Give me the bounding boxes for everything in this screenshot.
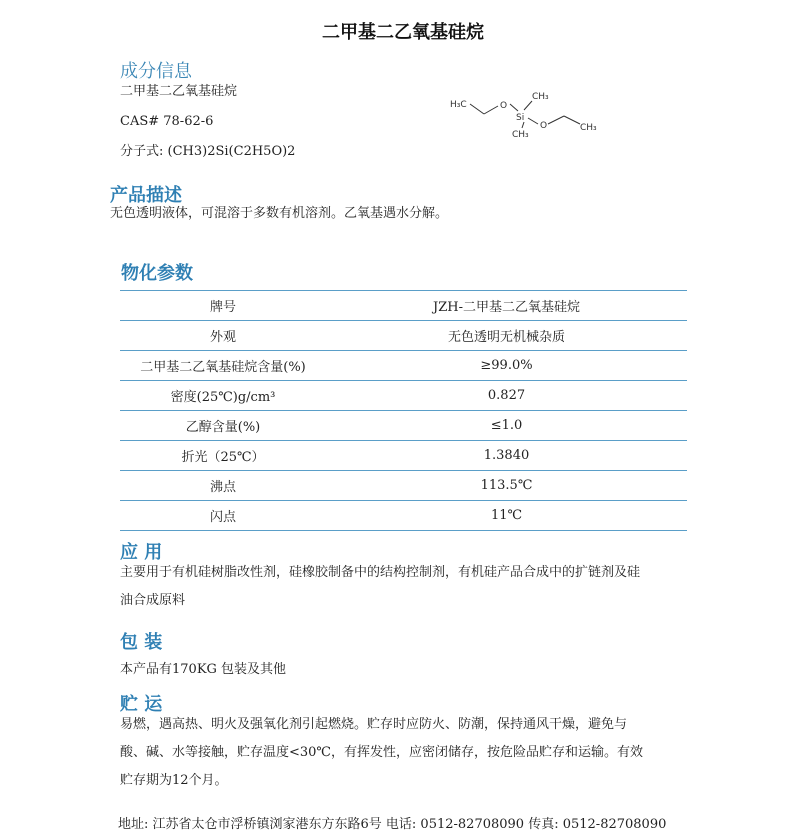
param-label: 密度(25℃)g/cm³ [120,381,326,411]
param-value: 0.827 [326,381,687,411]
table-row [120,411,687,441]
description-text: 无色透明液体，可混溶于多数有机溶剂。乙氧基遇水分解。 [110,206,449,221]
packaging-text: 本产品有170KG 包装及其他 [120,662,287,677]
methyl-bottom-label: CH₃ [512,130,529,140]
storage-line-3: 贮存期为12个月。 [120,773,228,788]
molecular-structure-diagram [440,84,610,144]
document-title: 二甲基二乙氧基硅烷 [322,22,484,43]
table-row [120,321,687,351]
packaging-heading: 包 装 [120,632,163,653]
params-heading: 物化参数 [121,263,193,284]
param-value: 无色透明无机械杂质 [326,321,687,351]
silicon-label: Si [516,113,525,123]
param-value: JZH-二甲基二乙氧基硅烷 [326,291,687,321]
table-row [120,351,687,381]
param-label: 沸点 [120,471,326,501]
footer-contact: 地址: 江苏省太仓市浮桥镇浏家港东方东路6号 电话: 0512-82708090 传真: 0512-82708090 [118,817,667,832]
param-value: 113.5℃ [326,471,687,501]
storage-line-1: 易燃，遇高热、明火及强氧化剂引起燃烧。贮存时应防火、防潮，保持通风干燥，避免与 [120,717,628,732]
methyl-right-label: CH₃ [580,123,597,133]
param-label: 外观 [120,321,326,351]
oxygen-label-2: O [540,121,548,131]
param-label: 闪点 [120,501,326,531]
param-value: ≤1.0 [326,411,687,441]
description-heading: 产品描述 [110,185,182,206]
param-value: 11℃ [326,501,687,531]
cas-number: CAS# 78-62-6 [120,114,214,129]
storage-heading: 贮 运 [120,694,163,715]
param-value: 1.3840 [326,441,687,471]
oxygen-label-1: O [500,101,508,111]
application-line-2: 油合成原料 [120,593,186,608]
table-row [120,471,687,501]
molecular-formula: 分子式: (CH3)2Si(C2H5O)2 [120,144,296,159]
methyl-top-label: CH₃ [532,92,549,102]
param-label: 折光（25℃） [120,441,326,471]
table-row [120,291,687,321]
table-row [120,441,687,471]
table-row [120,501,687,531]
application-heading: 应 用 [120,542,163,563]
param-label: 乙醇含量(%) [120,411,326,441]
param-label: 牌号 [120,291,326,321]
param-label: 二甲基二乙氧基硅烷含量(%) [120,351,326,381]
storage-line-2: 酸、碱、水等接触，贮存温度<30℃，有挥发性，应密闭储存，按危险品贮存和运输。有效 [120,745,643,760]
composition-name: 二甲基二乙氧基硅烷 [120,84,238,99]
composition-heading: 成分信息 [120,61,192,82]
h3c-label: H₃C [450,100,467,110]
param-value: ≥99.0% [326,351,687,381]
application-line-1: 主要用于有机硅树脂改性剂，硅橡胶制备中的结构控制剂，有机硅产品合成中的扩链剂及硅 [120,565,641,580]
table-row [120,381,687,411]
params-table [120,290,687,531]
